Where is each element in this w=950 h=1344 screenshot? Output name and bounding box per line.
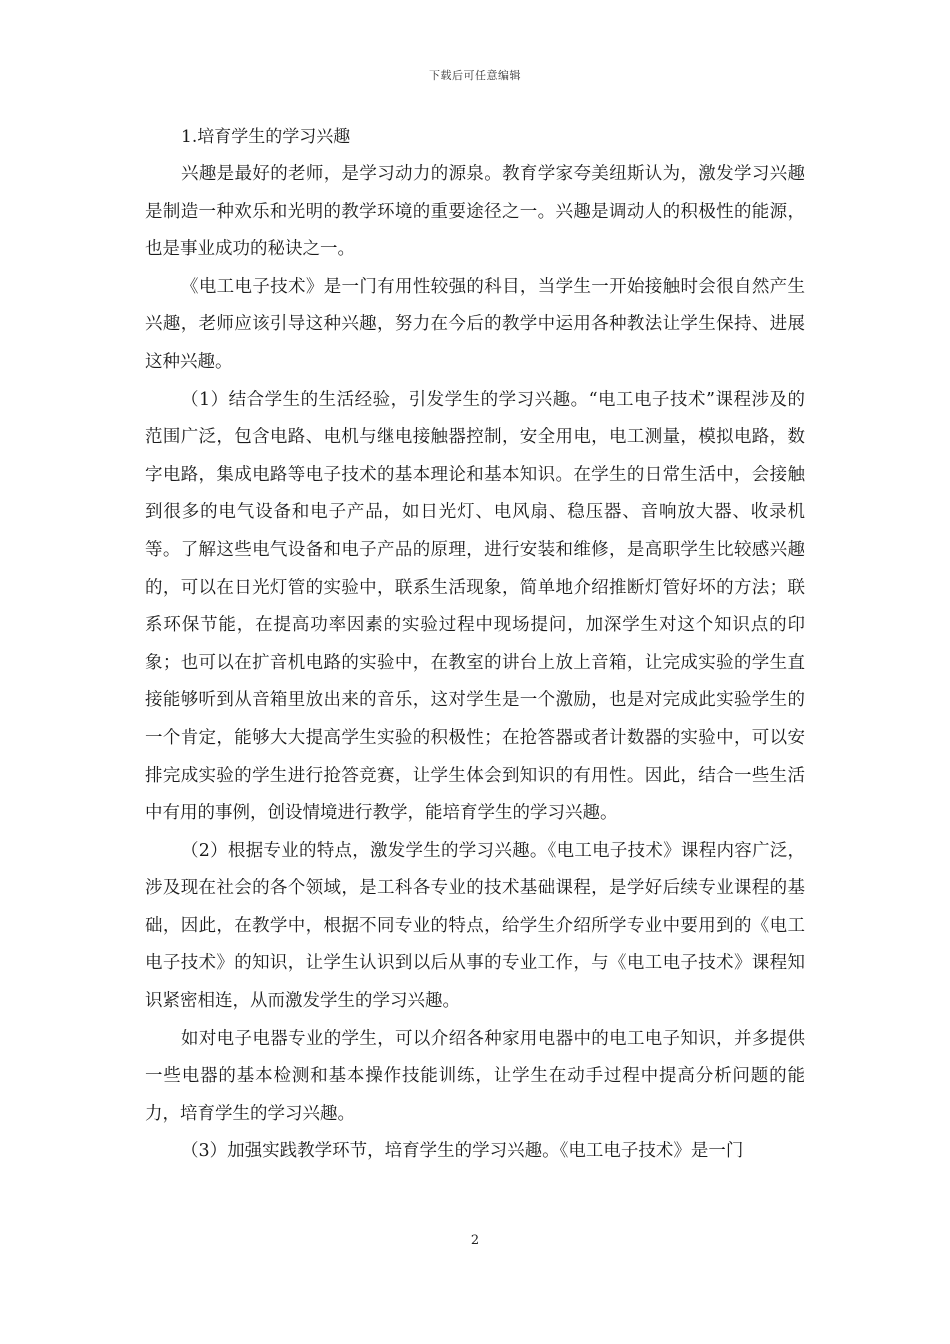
paragraph-example: 如对电子电器专业的学生，可以介绍各种家用电器中的电工电子知识，并多提供一些电器的基本检测和基本操作技能训练，让学生在动手过程中提高分析问题的能力，培育学生的学习兴趣。 (145, 1028, 805, 1124)
page-number: 2 (470, 1233, 480, 1248)
paragraph-point-2: （2）根据专业的特点，激发学生的学习兴趣。《电工电子技术》课程内容广泛，涉及现在社会的各个领域，是工科各专业的技术基础课程，是学好后续专业课程的基础，因此，在教学中，根据不同专业的特点，给学生介绍所学专业中要用到的《电工电子技术》的知识，让学生认识到以后从事的专业工作，与《电工电子技术》课程知识紧密相连，从而激发学生的学习兴趣。 (145, 840, 805, 1012)
header-note: 下载后可任意编辑 (429, 69, 521, 82)
section-heading: 1.培育学生的学习兴趣 (181, 127, 351, 147)
paragraph-interest-intro: 兴趣是最好的老师，是学习动力的源泉。教育学家夸美纽斯认为，激发学习兴趣是制造一种欢乐和光明的教学环境的重要途径之一。兴趣是调动人的积极性的能源，也是事业成功的秘诀之一。 (145, 164, 805, 260)
document-body (145, 118, 805, 1171)
paragraph-course-intro: 《电工电子技术》是一门有用性较强的科目，当学生一开始接触时会很自然产生兴趣，老师应该引导这种兴趣，努力在今后的教学中运用各种教法让学生保持、进展这种兴趣。 (145, 276, 805, 372)
paragraph-point-1: （1）结合学生的生活经验，引发学生的学习兴趣。“电工电子技术”课程涉及的范围广泛，包含电路、电机与继电接触器控制，安全用电，电工测量，模拟电路，数字电路，集成电路等电子技术的基本理论和基本知识。在学生的日常生活中，会接触到很多的电气设备和电子产品，如日光灯、电风扇、稳压器、音响放大器、收录机等。了解这些电气设备和电子产品的原理，进行安装和维修，是高职学生比较感兴趣的，可以在日光灯管的实验中，联系生活现象，简单地介绍推断灯管好坏的方法；联系环保节能，在提高功率因素的实验过程中现场提问，加深学生对这个知识点的印象；也可以在扩音机电路的实验中，在教室的讲台上放上音箱，让完成实验的学生直接能够听到从音箱里放出来的音乐，这对学生是一个激励，也是对完成此实验学生的一个肯定，能够大大提高学生实验的积极性；在抢答器或者计数器的实验中，可以安排完成实验的学生进行抢答竞赛，让学生体会到知识的有用性。因此，结合一些生活中有用的事例，创设情境进行教学，能培育学生的学习兴趣。 (145, 389, 805, 824)
paragraph-point-3: （3）加强实践教学环节，培育学生的学习兴趣。《电工电子技术》是一门 (181, 1141, 744, 1162)
